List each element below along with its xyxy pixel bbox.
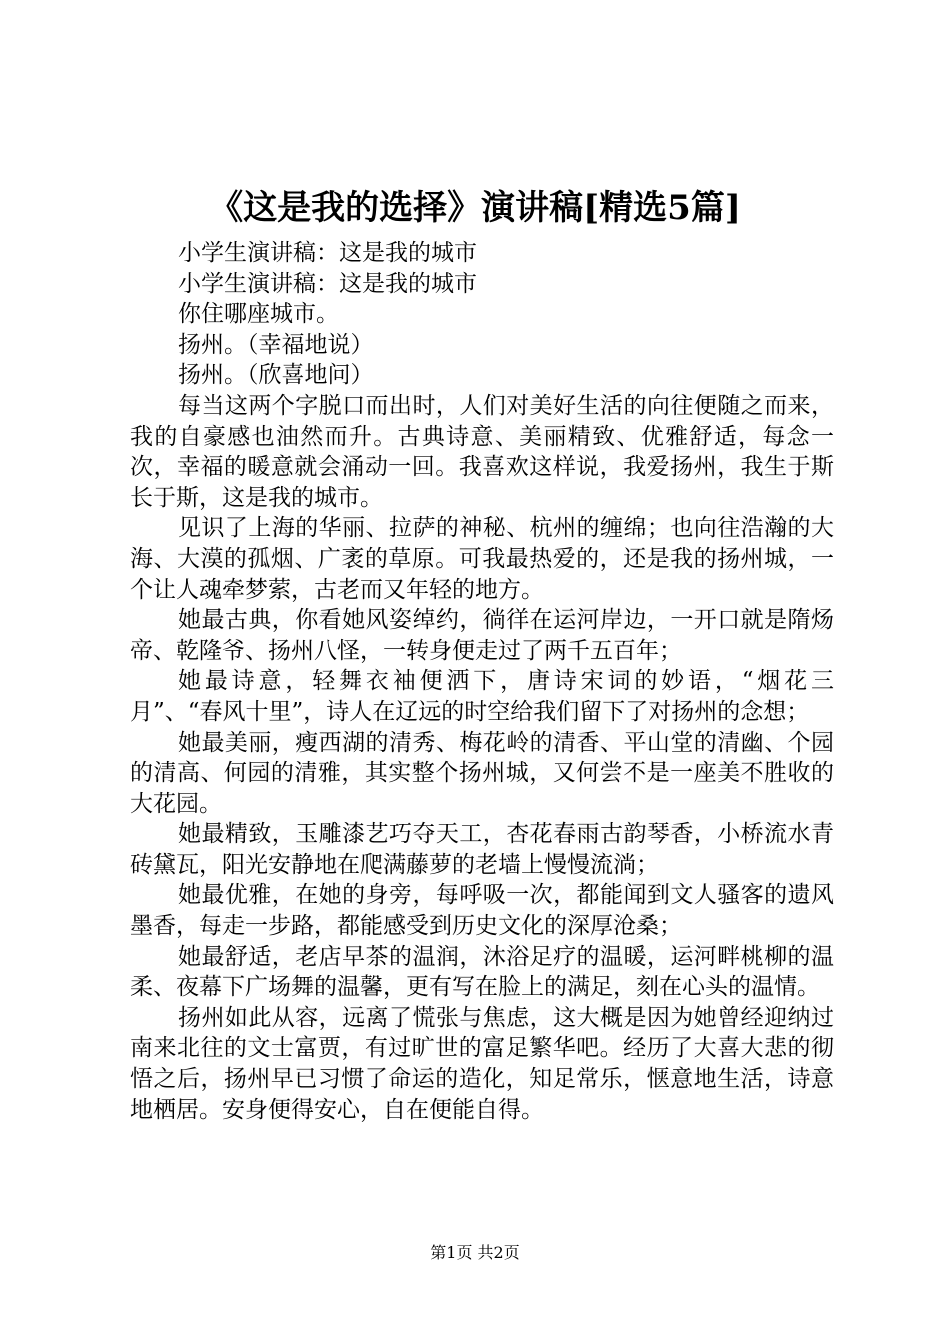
document-body bbox=[130, 238, 834, 1125]
paragraph: 见识了上海的华丽、拉萨的神秘、杭州的缠绵；也向往浩瀚的大海、大漠的孤烟、广袤的草原。可我最热爱的，还是我的扬州城，一个让人魂牵梦萦，古老而又年轻的地方。 bbox=[130, 515, 834, 603]
paragraph: 小学生演讲稿：这是我的城市 bbox=[178, 270, 477, 297]
paragraph: 她最诗意，轻舞衣袖便洒下，唐诗宋词的妙语，“烟花三月”、“春风十里”，诗人在辽远的时空给我们留下了对扬州的念想； bbox=[130, 668, 834, 725]
paragraph: 每当这两个字脱口而出时，人们对美好生活的向往便随之而来，我的自豪感也油然而升。古典诗意、美丽精致、优雅舒适，每念一次，幸福的暖意就会涌动一回。我喜欢这样说，我爱扬州，我生于斯长于斯，这是我的城市。 bbox=[130, 392, 834, 511]
page-number-footer: 第1页 共2页 bbox=[430, 1243, 520, 1262]
paragraph: 她最精致，玉雕漆艺巧夺天工，杏花春雨古韵琴香，小桥流水青砖黛瓦，阳光安静地在爬满藤萝的老墙上慢慢流淌； bbox=[130, 821, 834, 878]
paragraph: 小学生演讲稿：这是我的城市 bbox=[178, 240, 477, 266]
paragraph: 她最美丽，瘦西湖的清秀、梅花岭的清香、平山堂的清幽、个园的清高、何园的清雅，其实整个扬州城，又何尝不是一座美不胜收的大花园。 bbox=[130, 729, 834, 817]
document-title: 《这是我的选择》演讲稿[精选5篇] bbox=[209, 188, 741, 228]
paragraph: 扬州。（欣喜地问） bbox=[178, 362, 374, 389]
paragraph: 扬州如此从容，远离了慌张与焦虑，这大概是因为她曾经迎纳过南来北往的文士富贾，有过旷世的富足繁华吧。经历了大喜大悲的彻悟之后，扬州早已习惯了命运的造化，知足常乐，惬意地生活，诗意地栖居。安身便得安心，自在便能自得。 bbox=[130, 1004, 834, 1123]
paragraph: 她最舒适，老店早茶的温润，沐浴足疗的温暖，运河畔桃柳的温柔、夜幕下广场舞的温馨，更有写在脸上的满足，刻在心头的温情。 bbox=[130, 943, 834, 1001]
paragraph: 扬州。（幸福地说） bbox=[178, 331, 374, 358]
paragraph: 她最优雅，在她的身旁，每呼吸一次，都能闻到文人骚客的遗风墨香，每走一步路，都能感受到历史文化的深厚沧桑； bbox=[130, 882, 834, 940]
paragraph: 她最古典，你看她风姿绰约，徜徉在运河岸边，一开口就是隋炀帝、乾隆爷、扬州八怪，一转身便走过了两千五百年； bbox=[130, 607, 834, 664]
paragraph: 你住哪座城市。 bbox=[178, 301, 339, 328]
